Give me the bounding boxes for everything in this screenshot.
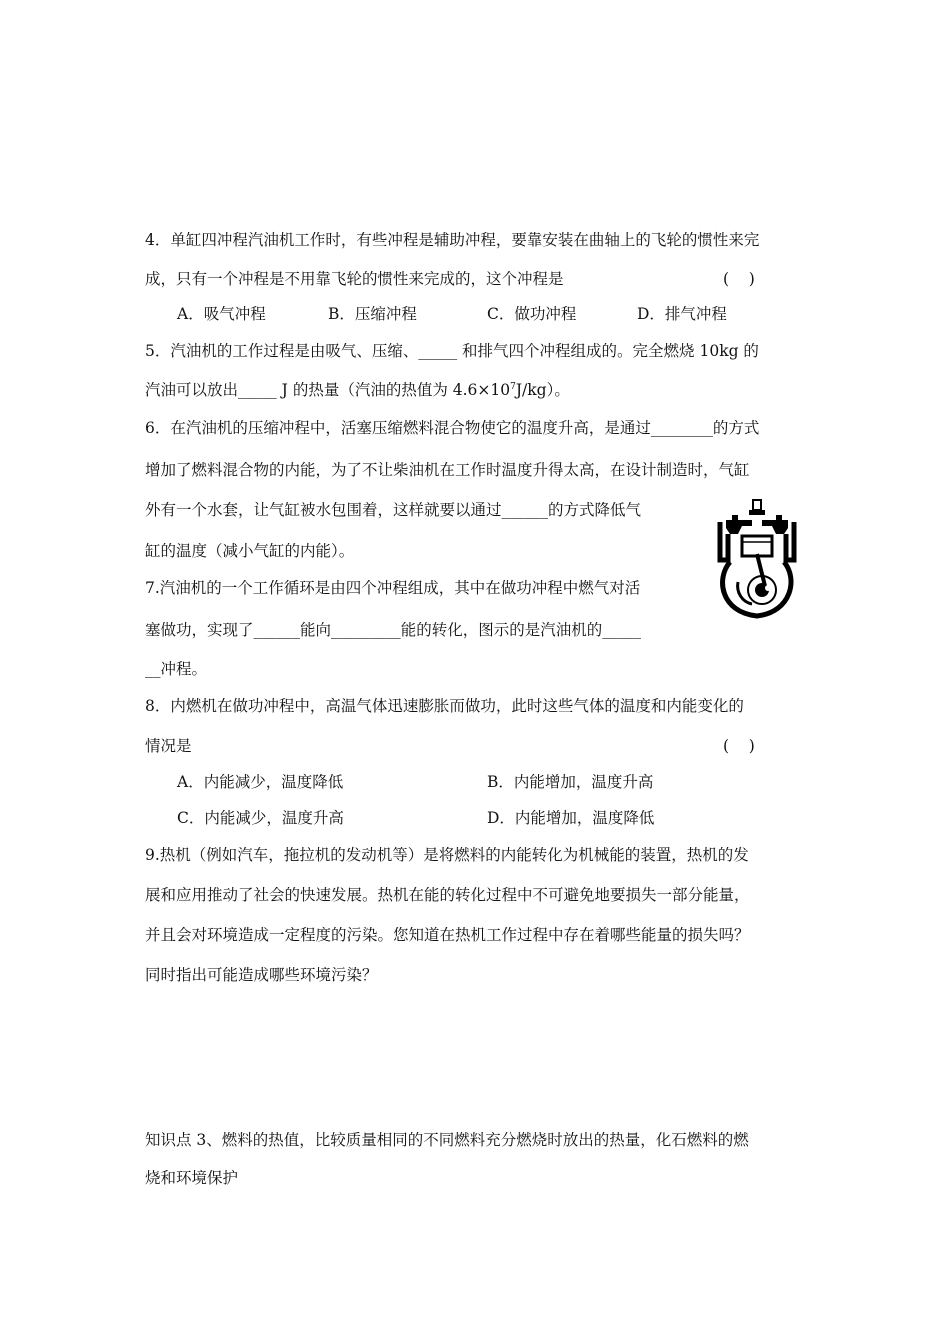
knowledge-point-3-line-2: 烧和环境保护	[145, 1169, 239, 1187]
q5-line-1: 5．汽油机的工作过程是由吸气、压缩、_____ 和排气四个冲程组成的。完全燃烧 10kg 的	[145, 342, 759, 360]
q8-option-b: B．内能增加，温度升高	[487, 773, 654, 791]
q4-option-b: B．压缩冲程	[328, 305, 417, 323]
q4-option-d: D．排气冲程	[637, 305, 727, 323]
q7-line-3: __冲程。	[145, 660, 208, 678]
q7-line-1: 7.汽油机的一个工作循环是由四个冲程组成，其中在做功冲程中燃气对活	[145, 579, 641, 597]
q9-line-1: 9.热机（例如汽车，拖拉机的发动机等）是将燃料的内能转化为机械能的装置，热机的发	[145, 846, 749, 864]
q9-line-3: 并且会对环境造成一定程度的污染。您知道在热机工作过程中存在着哪些能量的损失吗？	[145, 926, 750, 944]
q7-line-2: 塞做功，实现了______能向_________能的转化，图示的是汽油机的_____	[145, 621, 642, 639]
q6-line-3: 外有一个水套，让气缸被水包围着，这样就要以通过______的方式降低气	[145, 501, 642, 519]
q8-answer-paren: ( )	[723, 737, 755, 755]
q4-option-a: A．吸气冲程	[177, 305, 266, 323]
q6-line-1: 6．在汽油机的压缩冲程中，活塞压缩燃料混合物使它的温度升高，是通过________的方式	[145, 419, 760, 437]
q4-answer-paren: ( )	[723, 270, 755, 288]
q4-line-2: 成，只有一个冲程是不用靠飞轮的惯性来完成的，这个冲程是	[145, 270, 564, 288]
q8-line-1: 8．内燃机在做功冲程中，高温气体迅速膨胀而做功，此时这些气体的温度和内能变化的	[145, 697, 744, 715]
q9-line-4: 同时指出可能造成哪些环境污染？	[145, 966, 378, 984]
q4-option-c: C．做功冲程	[487, 305, 577, 323]
engine-cylinder-diagram-icon	[712, 498, 802, 620]
q9-line-2: 展和应用推动了社会的快速发展。热机在能的转化过程中不可避免地要损失一部分能量，	[145, 886, 750, 904]
q8-line-2: 情况是	[145, 737, 192, 755]
q4-line-1: 4．单缸四冲程汽油机工作时，有些冲程是辅助冲程，要靠安装在曲轴上的飞轮的惯性来完	[145, 231, 760, 249]
knowledge-point-3-line-1: 知识点 3、燃料的热值，比较质量相同的不同燃料充分燃烧时放出的热量，化石燃料的燃	[145, 1131, 749, 1149]
q5-line-2: 汽油可以放出_____ J 的热量（汽油的热值为 $4.6\times 10^7J/kg$）。	[145, 381, 570, 399]
q6-line-2: 增加了燃料混合物的内能，为了不让柴油机在工作时温度升得太高，在设计制造时，气缸	[145, 461, 750, 479]
q6-line-4: 缸的温度（减小气缸的内能）。	[145, 542, 355, 560]
q8-option-d: D．内能增加，温度降低	[487, 809, 655, 827]
q8-option-a: A．内能减少，温度降低	[177, 773, 344, 791]
q8-option-c: C．内能减少，温度升高	[177, 809, 344, 827]
